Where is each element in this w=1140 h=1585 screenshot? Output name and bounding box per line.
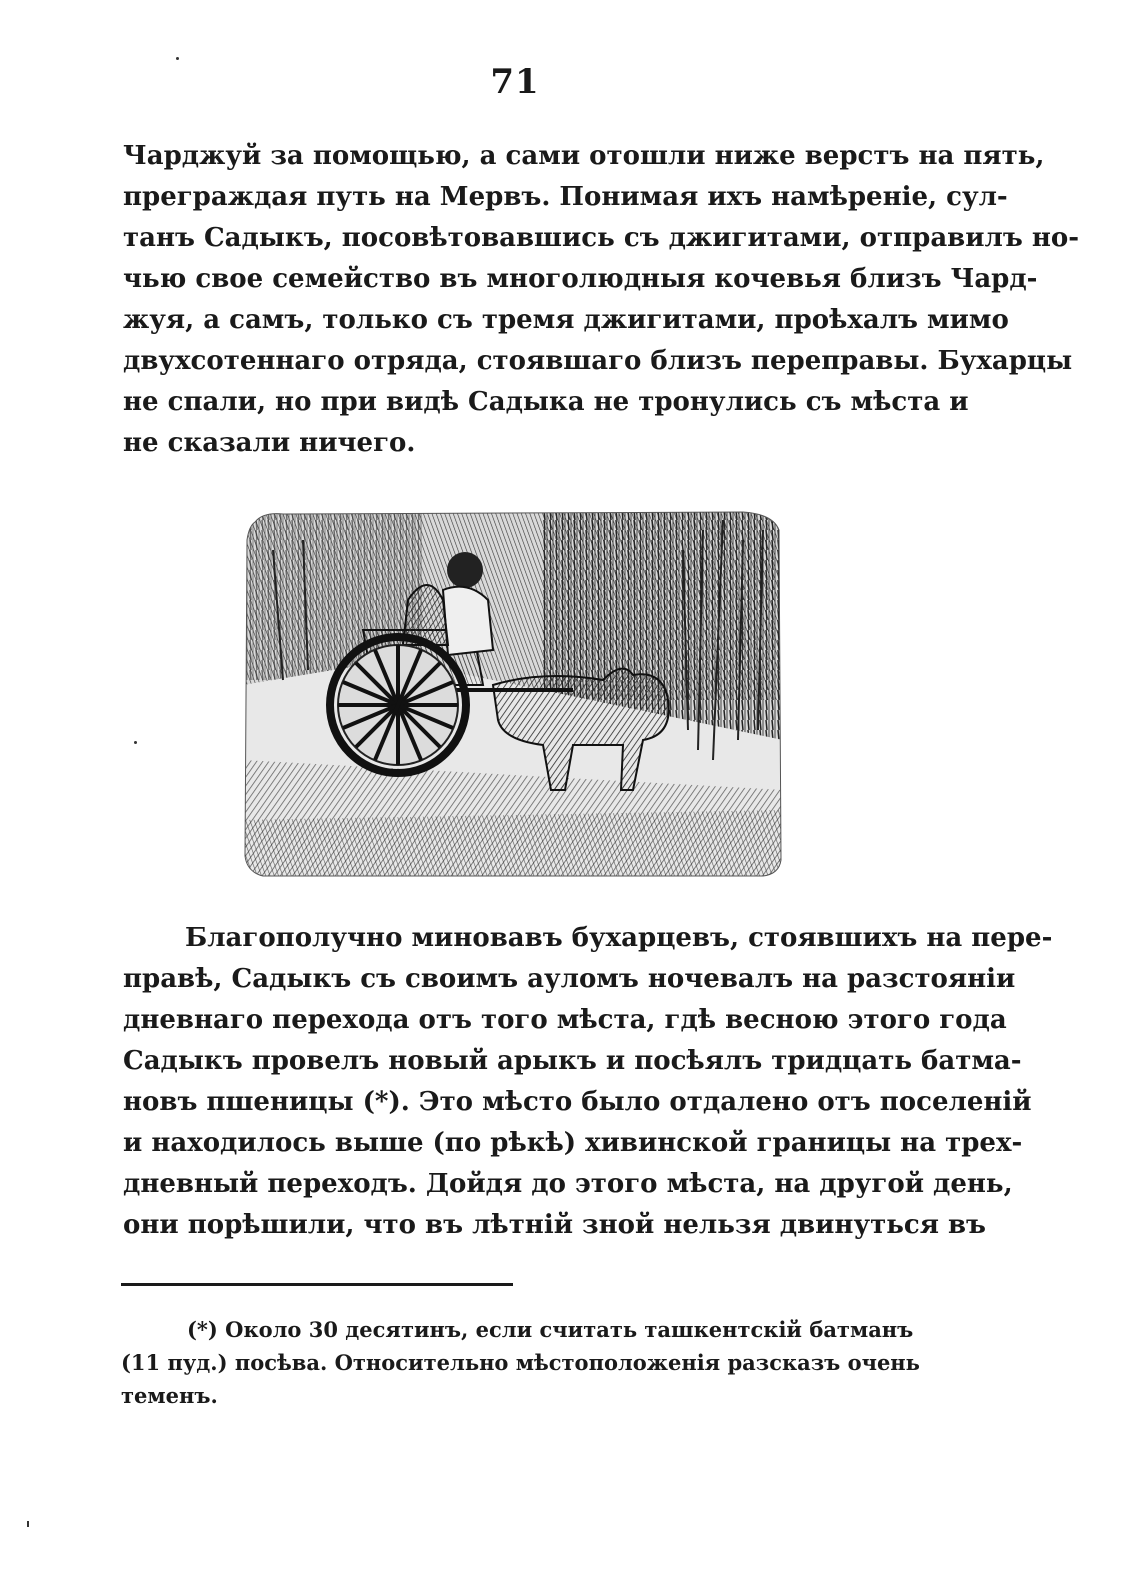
text-line: Чарджуй за помощью, а сами отошли ниже верстъ на пять, (123, 141, 1045, 171)
paragraph-2 (123, 918, 1053, 1246)
scan-speck (134, 741, 137, 744)
footnote-divider (121, 1283, 513, 1286)
text-line: новъ пшеницы (*). Это мѣсто было отдалено отъ поселеній (123, 1087, 1032, 1117)
text-line: правѣ, Садыкъ съ своимъ ауломъ ночевалъ на разстояніи (123, 964, 1016, 994)
engraving-illustration (243, 510, 783, 878)
paragraph-1 (123, 136, 1080, 464)
text-line: танъ Садыкъ, посовѣтовавшись съ джигитами, отправилъ но- (123, 223, 1080, 253)
text-line: они порѣшили, что въ лѣтній зной нельзя двинуться въ (123, 1210, 986, 1240)
text-line: двухсотеннаго отряда, стоявшаго близъ переправы. Бухарцы (123, 346, 1073, 376)
footnote-line: (*) Около 30 десятинъ, если считать ташкентскій батманъ (187, 1317, 914, 1342)
text-line: и находилось выше (по рѣкѣ) хивинской границы на трех- (123, 1128, 1023, 1158)
text-line: не спали, но при видѣ Садыка не тронулись съ мѣста и (123, 387, 969, 417)
text-line: дневнаго перехода отъ того мѣста, гдѣ весною этого года (123, 1005, 1007, 1035)
text-line: Садыкъ провелъ новый арыкъ и посѣялъ тридцать батма- (123, 1046, 1022, 1076)
text-line: жуя, а самъ, только съ тремя джигитами, проѣхалъ мимо (123, 305, 1009, 335)
text-line: чью свое семейство въ многолюдныя кочевья близъ Чард- (123, 264, 1038, 294)
scan-speck (27, 1521, 29, 1527)
text-line: преграждая путь на Мервъ. Понимая ихъ намѣреніе, сул- (123, 182, 1008, 212)
footnote (121, 1313, 920, 1412)
scan-speck (176, 57, 179, 60)
footnote-line: теменъ. (121, 1383, 218, 1408)
text-line: не сказали ничего. (123, 428, 416, 458)
footnote-line: (11 пуд.) посѣва. Относительно мѣстоположенія разсказъ очень (121, 1350, 920, 1375)
text-line: Благополучно миновавъ бухарцевъ, стоявшихъ на пере- (185, 923, 1053, 953)
text-line: дневный переходъ. Дойдя до этого мѣста, на другой день, (123, 1169, 1013, 1199)
page-number: 71 (490, 62, 540, 102)
